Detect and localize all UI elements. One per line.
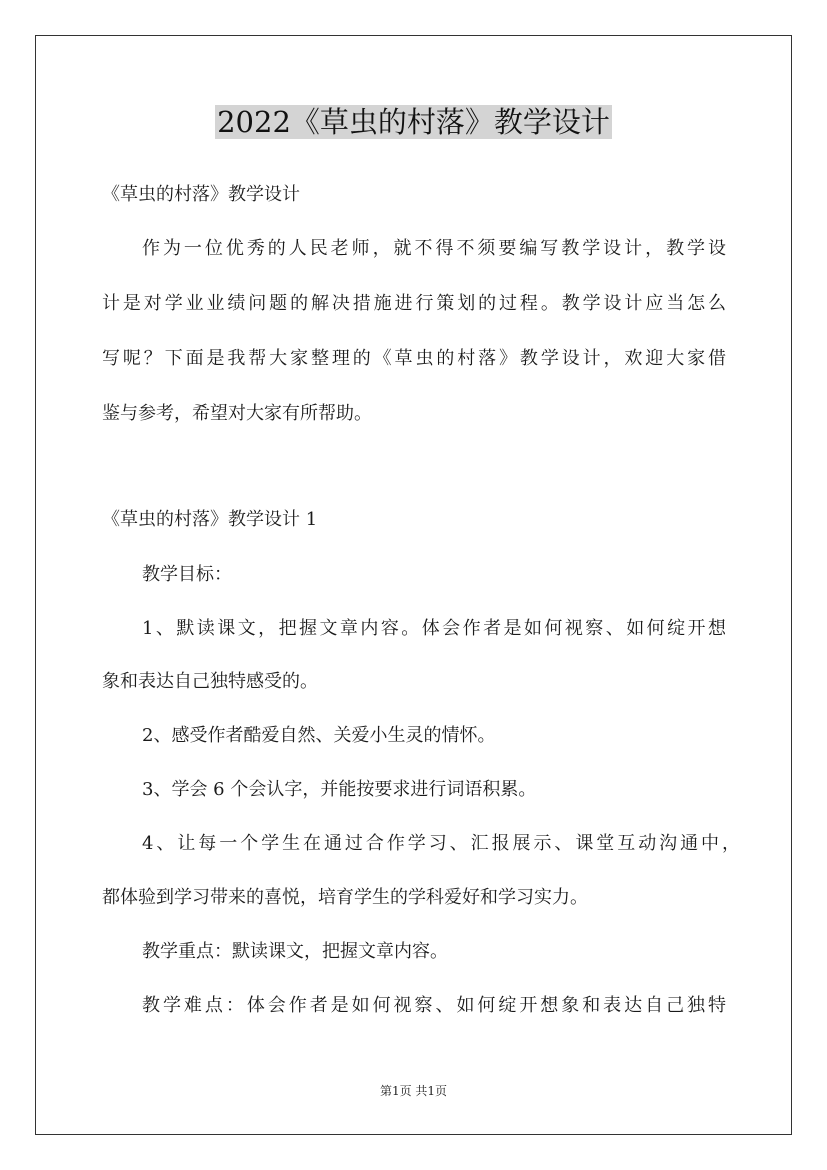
document-title-text: 2022《草虫的村落》教学设计 [217,105,610,139]
key-point: 教学重点：默读课文，把握文章内容。 [142,941,448,962]
goal-1-line-2: 象和表达自己独特感受的。 [102,671,318,692]
difficulty: 教学难点：体会作者是如何视察、如何绽开想象和表达自己独特 [142,995,726,1016]
goal-4-line-1: 4、让每一个学生在通过合作学习、汇报展示、课堂互动沟通中， [142,833,740,854]
intro-line-3: 写呢？下面是我帮大家整理的《草虫的村落》教学设计，欢迎大家借 [102,348,726,369]
intro-line-4: 鉴与参考，希望对大家有所帮助。 [102,403,372,424]
goals-heading: 教学目标： [142,564,232,585]
intro-line-2: 计是对学业业绩问题的解决措施进行策划的过程。教学设计应当怎么 [102,293,726,314]
goal-4-line-2: 都体验到学习带来的喜悦，培育学生的学科爱好和学习实力。 [102,887,588,908]
section-title: 《草虫的村落》教学设计 1 [102,509,318,530]
subtitle: 《草虫的村落》教学设计 [102,184,300,205]
intro-line-1: 作为一位优秀的人民老师，就不得不须要编写教学设计，教学设 [142,238,726,259]
goal-1-line-1: 1、默读课文，把握文章内容。体会作者是如何视察、如何绽开想 [142,618,726,639]
goal-3: 3、学会 6 个会认字，并能按要求进行词语积累。 [142,779,537,800]
page-number: 第1页 共1页 [379,1084,448,1098]
document-title [0,100,827,144]
goal-2: 2、感受作者酷爱自然、关爱小生灵的情怀。 [142,725,496,746]
